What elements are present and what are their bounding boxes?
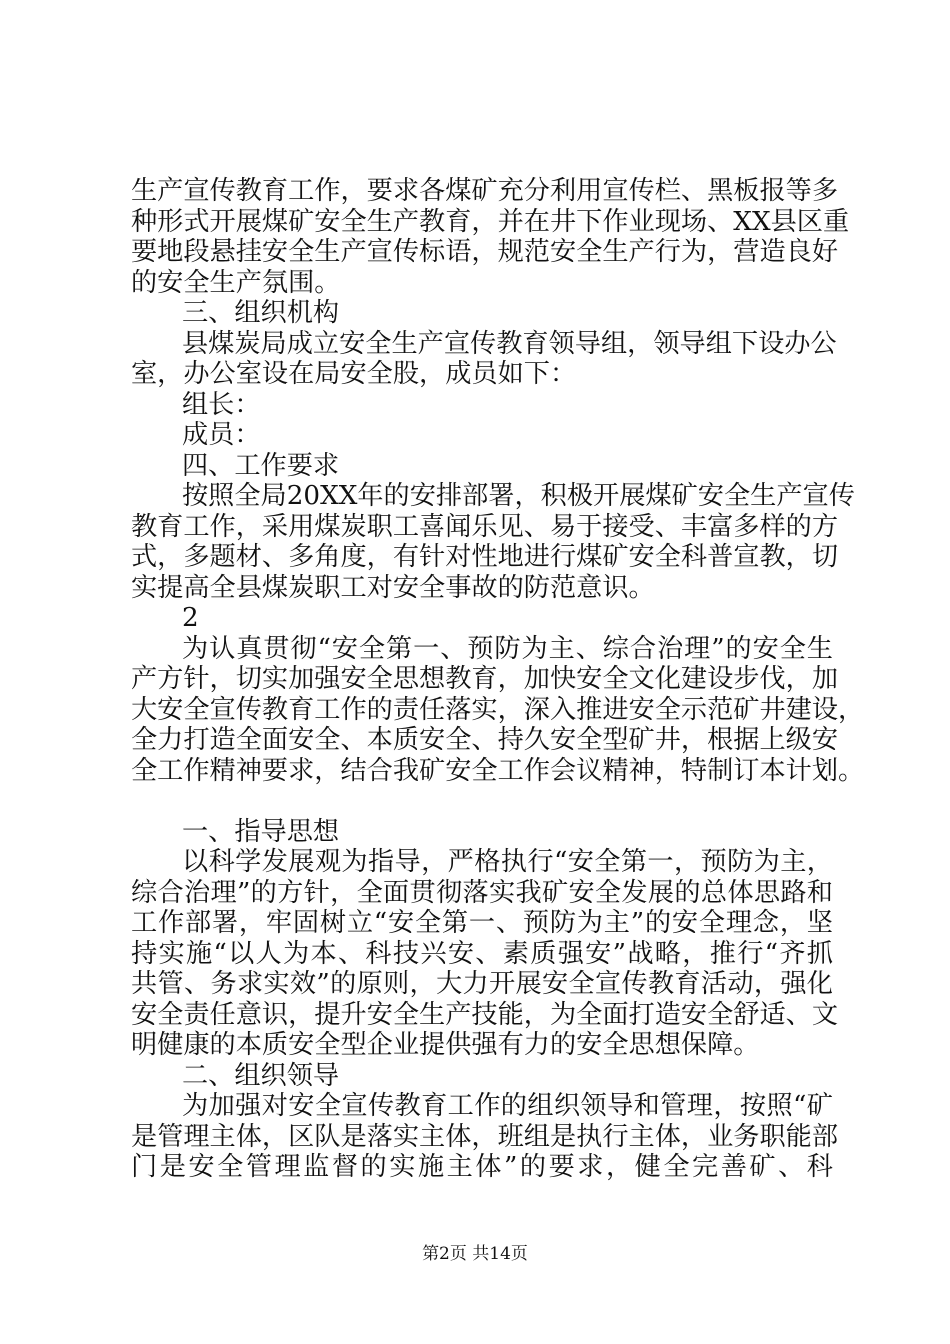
text-line: 县煤炭局成立安全生产宣传教育领导组，领导组下设办公 <box>182 328 837 359</box>
text-line: 明健康的本质安全型企业提供强有力的安全思想保障。 <box>131 1030 760 1060</box>
text-line: 成员： <box>182 420 261 450</box>
text-line: 是管理主体，区队是落实主体，班组是执行主体，业务职能部 <box>131 1121 839 1152</box>
text-line: 要地段悬挂安全生产宣传标语，规范安全生产行为，营造良好 <box>131 237 839 267</box>
text-line: 工作部署，牢固树立“安全第一、预防为主”的安全理念，坚 <box>131 908 833 938</box>
text-line: 三、组织机构 <box>182 298 340 328</box>
text-line: 全力打造全面安全、本质安全、持久安全型矿井，根据上级安 <box>131 725 839 755</box>
text-line: 按照全局20XX年的安排部署，积极开展煤矿安全生产宣传 <box>182 481 855 511</box>
text-line: 教育工作，采用煤炭职工喜闻乐见、易于接受、丰富多样的方 <box>131 511 839 542</box>
text-line: 持实施“以人为本、科技兴安、素质强安”战略，推行“齐抓 <box>131 938 833 969</box>
text-line: 全工作精神要求，结合我矿安全工作会议精神，特制订本计划。 <box>131 755 865 786</box>
text-line: 门是安全管理监督的实施主体”的要求，健全完善矿、科 <box>131 1152 833 1182</box>
text-line: 四、工作要求 <box>182 450 340 481</box>
document-body <box>131 176 865 1183</box>
text-line: 组长： <box>182 389 261 420</box>
text-line: 二、组织领导 <box>182 1060 340 1091</box>
text-line: 为认真贯彻“安全第一、预防为主、综合治理”的安全生 <box>182 633 833 664</box>
text-line: 实提高全县煤炭职工对安全事故的防范意识。 <box>131 572 655 603</box>
blank-line <box>131 786 843 817</box>
text-line: 为加强对安全宣传教育工作的组织领导和管理，按照“矿 <box>182 1091 833 1121</box>
text-line: 一、指导思想 <box>182 816 340 847</box>
text-line: 种形式开展煤矿安全生产教育，并在井下作业现场、XX县区重 <box>131 206 850 237</box>
text-line: 生产宣传教育工作，要求各煤矿充分利用宣传栏、黑板报等多 <box>131 176 839 206</box>
text-line: 2 <box>182 603 199 633</box>
text-line: 产方针，切实加强安全思想教育，加快安全文化建设步伐，加 <box>131 664 839 694</box>
text-line: 共管、务求实效”的原则，大力开展安全宣传教育活动，强化 <box>131 969 833 999</box>
text-line: 的安全生产氛围。 <box>131 267 341 298</box>
text-line: 大安全宣传教育工作的责任落实，深入推进安全示范矿井建设， <box>131 694 865 725</box>
text-line: 综合治理”的方针，全面贯彻落实我矿安全发展的总体思路和 <box>131 877 833 908</box>
text-line: 安全责任意识，提升安全生产技能，为全面打造安全舒适、文 <box>131 999 839 1030</box>
page-footer: 第2页 共14页 <box>422 1244 528 1264</box>
text-line: 式，多题材、多角度，有针对性地进行煤矿安全科普宣教，切 <box>131 542 839 572</box>
text-line: 以科学发展观为指导，严格执行“安全第一，预防为主， <box>182 847 833 877</box>
text-line: 室，办公室设在局安全股，成员如下： <box>131 359 577 389</box>
